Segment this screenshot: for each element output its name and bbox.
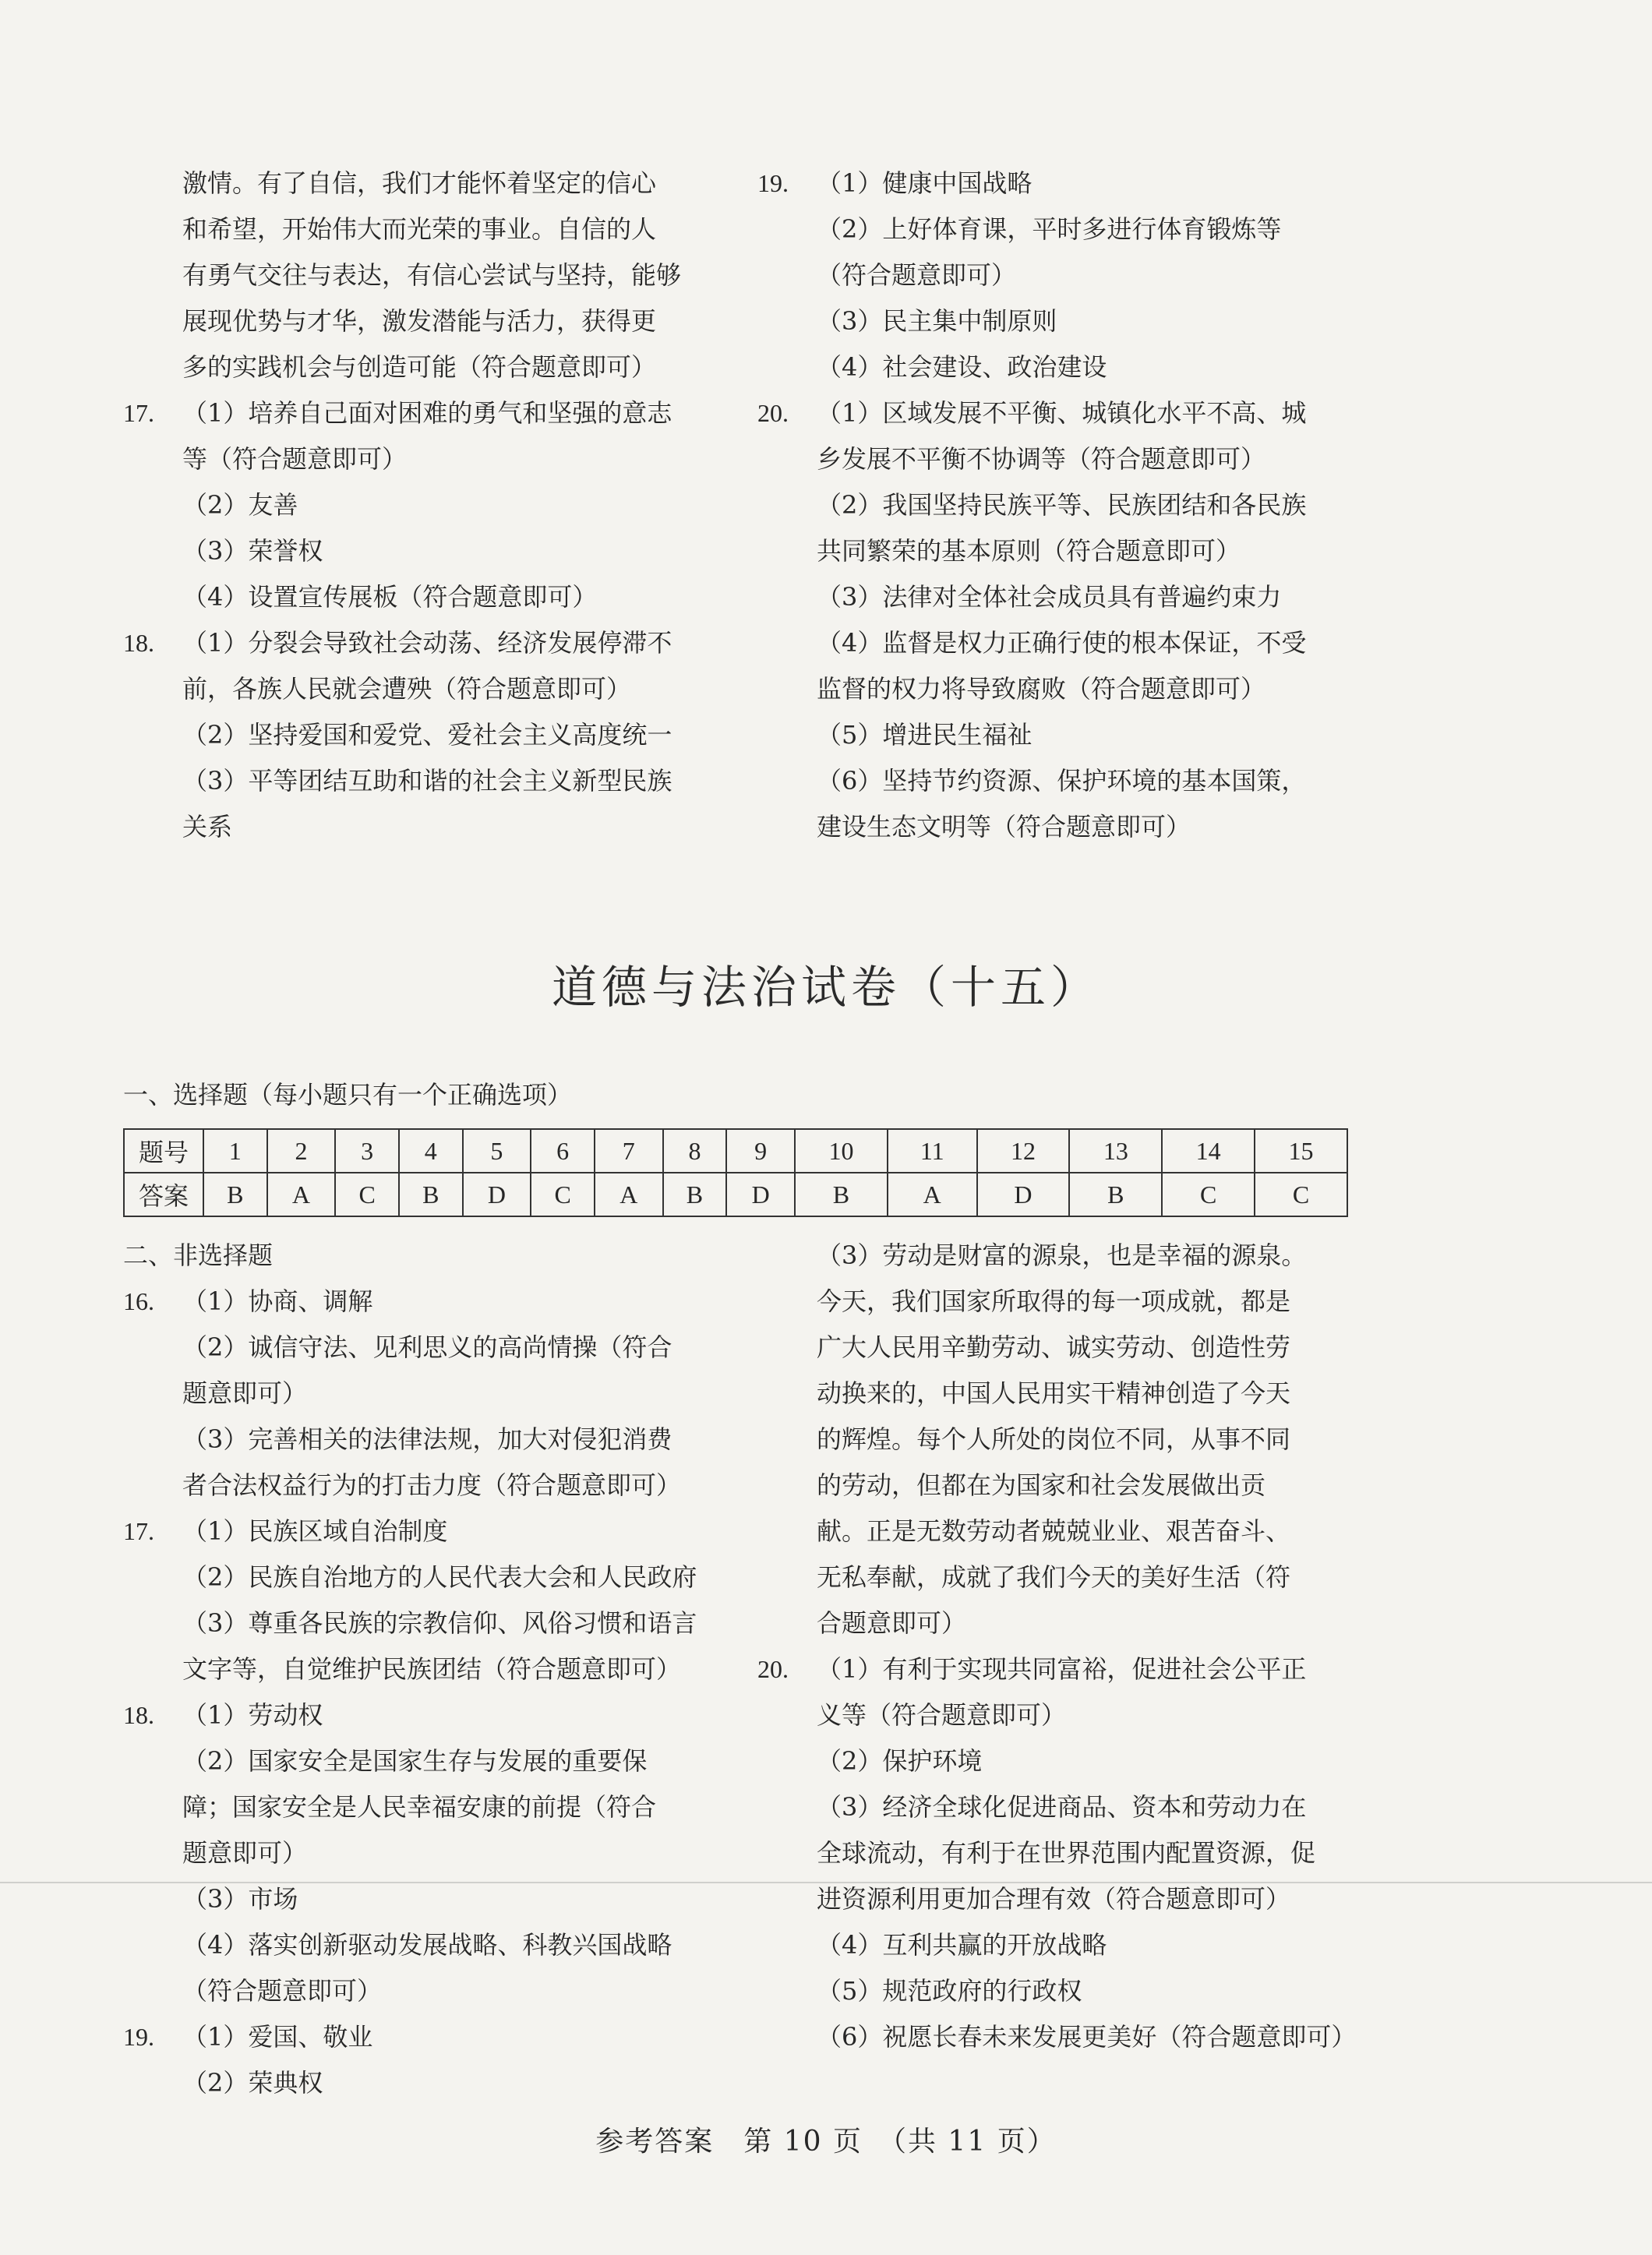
answer-text: 障；国家安全是人民幸福安康的前提（符合 xyxy=(182,1792,657,1822)
answer-line xyxy=(757,298,1365,344)
answer-line xyxy=(123,620,715,666)
answer-cell: B xyxy=(399,1173,463,1216)
answer-line xyxy=(123,1738,715,1784)
question-number-cell: 6 xyxy=(531,1129,595,1173)
answer-line xyxy=(123,1876,715,1922)
answer-line xyxy=(757,1417,1365,1463)
answer-cell: A xyxy=(888,1173,977,1216)
answer-line xyxy=(757,1876,1365,1922)
question-number-row xyxy=(124,1129,1347,1173)
answer-text: （1）分裂会导致社会动荡、经济发展停滞不 xyxy=(182,628,672,658)
answer-text: （2）保护环境 xyxy=(817,1746,983,1776)
answer-text: （6）坚持节约资源、保护环境的基本国策， xyxy=(817,766,1307,796)
answer-text: 展现优势与才华，激发潜能与活力，获得更 xyxy=(182,306,657,336)
answer-text: （2）诚信守法、见利思义的高尚情操（符合 xyxy=(182,1332,672,1362)
answer-text: （4）监督是权力正确行使的根本保证，不受 xyxy=(817,628,1307,658)
answer-text: 二、非选择题 xyxy=(123,1240,274,1270)
answer-line xyxy=(123,1646,715,1692)
answer-text: （1）爱国、敬业 xyxy=(182,2022,373,2052)
answer-line xyxy=(123,298,715,344)
answer-line xyxy=(757,1738,1365,1784)
answer-text: 有勇气交往与表达，有信心尝试与坚持，能够 xyxy=(182,260,682,290)
answer-text: （1）协商、调解 xyxy=(182,1286,373,1316)
answer-line xyxy=(757,528,1365,574)
answer-text: （2）坚持爱国和爱党、爱社会主义高度统一 xyxy=(182,720,672,750)
answer-line xyxy=(757,206,1365,252)
answer-line xyxy=(123,2060,715,2106)
answer-line xyxy=(757,1646,1365,1692)
answer-line xyxy=(757,1463,1365,1509)
answer-line xyxy=(757,1830,1365,1876)
answer-table xyxy=(123,1128,1348,1217)
answer-line xyxy=(123,436,715,482)
question-number-cell: 4 xyxy=(399,1129,463,1173)
answer-line xyxy=(757,344,1365,390)
answer-cell: D xyxy=(463,1173,531,1216)
answer-text: 建设生态文明等（符合题意即可） xyxy=(817,812,1191,842)
answer-text: 等（符合题意即可） xyxy=(182,444,408,474)
answer-text: （符合题意即可） xyxy=(182,1976,383,2006)
answer-line xyxy=(757,1555,1365,1600)
question-number-cell: 15 xyxy=(1255,1129,1347,1173)
answer-row xyxy=(124,1173,1347,1216)
answer-text: 共同繁荣的基本原则（符合题意即可） xyxy=(817,536,1241,566)
answer-text: 者合法权益行为的打击力度（符合题意即可） xyxy=(182,1470,682,1500)
answer-line xyxy=(123,252,715,298)
answer-text: （1）健康中国战略 xyxy=(817,168,1032,198)
answer-line xyxy=(123,1509,715,1555)
answer-cell: B xyxy=(663,1173,727,1216)
answer-text: 进资源利用更加合理有效（符合题意即可） xyxy=(817,1884,1291,1914)
multiple-choice-heading: 一、选择题（每小题只有一个正确选项） xyxy=(123,1080,573,1110)
answer-line xyxy=(123,574,715,620)
answer-text: （2）国家安全是国家生存与发展的重要保 xyxy=(182,1746,648,1776)
question-number-cell: 8 xyxy=(663,1129,727,1173)
answer-text: （2）友善 xyxy=(182,490,298,520)
answer-text: （3）市场 xyxy=(182,1884,298,1914)
answer-text: 合题意即可） xyxy=(817,1608,967,1638)
answer-cell: B xyxy=(1069,1173,1162,1216)
answer-line xyxy=(123,528,715,574)
answer-line xyxy=(757,1509,1365,1555)
answer-line xyxy=(123,1463,715,1509)
answer-text: （4）设置宣传展板（符合题意即可） xyxy=(182,582,598,612)
question-number-cell: 10 xyxy=(795,1129,888,1173)
answer-line xyxy=(123,1279,715,1325)
answer-line xyxy=(123,1325,715,1371)
answer-line xyxy=(123,1233,715,1279)
question-number-cell: 1 xyxy=(203,1129,267,1173)
question-number-cell: 14 xyxy=(1162,1129,1255,1173)
answer-line xyxy=(757,804,1365,850)
answer-text: （3）民主集中制原则 xyxy=(817,306,1057,336)
answer-line xyxy=(123,1830,715,1876)
answer-line xyxy=(757,1784,1365,1830)
answer-line xyxy=(757,758,1365,804)
answer-cell: C xyxy=(335,1173,399,1216)
question-number-cell: 9 xyxy=(726,1129,795,1173)
answer-cell: A xyxy=(267,1173,336,1216)
question-number: 19. xyxy=(123,2023,154,2051)
answer-text: （6）祝愿长春未来发展更美好（符合题意即可） xyxy=(817,2022,1357,2052)
answer-text: （2）荣典权 xyxy=(182,2068,323,2098)
answer-line xyxy=(757,252,1365,298)
answer-text: （2）我国坚持民族平等、民族团结和各民族 xyxy=(817,490,1307,520)
answer-line xyxy=(123,1600,715,1646)
question-number-cell: 2 xyxy=(267,1129,336,1173)
answer-text: （3）劳动是财富的源泉，也是幸福的源泉。 xyxy=(817,1240,1307,1270)
page-footer: 参考答案 第 10 页 （共 11 页） xyxy=(595,2126,1057,2158)
answer-text: （5）规范政府的行政权 xyxy=(817,1976,1082,2006)
answer-text: （3）完善相关的法律法规，加大对侵犯消费 xyxy=(182,1424,672,1454)
answer-text: 无私奉献，成就了我们今天的美好生活（符 xyxy=(817,1562,1291,1592)
answer-line xyxy=(123,1922,715,1968)
answer-line xyxy=(757,620,1365,666)
answer-text: 乡发展不平衡不协调等（符合题意即可） xyxy=(817,444,1266,474)
answer-text: （4）互利共赢的开放战略 xyxy=(817,1930,1107,1960)
answer-line xyxy=(123,758,715,804)
answer-line xyxy=(757,1325,1365,1371)
answer-line xyxy=(123,161,715,206)
question-number: 17. xyxy=(123,1517,154,1545)
answer-text: （1）培养自己面对困难的勇气和坚强的意志 xyxy=(182,398,672,428)
answer-line xyxy=(757,436,1365,482)
answer-line xyxy=(757,712,1365,758)
answer-cell: D xyxy=(977,1173,1070,1216)
answer-text: （4）落实创新驱动发展战略、科教兴国战略 xyxy=(182,1930,672,1960)
answer-line xyxy=(757,1968,1365,2014)
row-label-answer: 答案 xyxy=(124,1173,203,1216)
answer-line xyxy=(123,1692,715,1738)
question-number: 19. xyxy=(757,169,789,197)
section-title: 道德与法治试卷（十五） xyxy=(551,961,1100,1014)
answer-text: 和希望，开始伟大而光荣的事业。自信的人 xyxy=(182,214,657,244)
answer-line xyxy=(757,2014,1365,2060)
bottom-right-column xyxy=(757,1233,1365,2060)
bottom-left-column xyxy=(123,1233,715,2106)
answer-line xyxy=(757,1600,1365,1646)
question-number: 16. xyxy=(123,1287,154,1315)
answer-cell: B xyxy=(203,1173,267,1216)
answer-text: （1）劳动权 xyxy=(182,1700,323,1730)
answer-text: 题意即可） xyxy=(182,1378,308,1408)
answer-line xyxy=(123,344,715,390)
answer-text: （1）有利于实现共同富裕，促进社会公平正 xyxy=(817,1654,1307,1684)
answer-line xyxy=(757,1279,1365,1325)
answer-line xyxy=(757,1233,1365,1279)
answer-line xyxy=(123,1371,715,1417)
answer-text: （5）增进民生福祉 xyxy=(817,720,1032,750)
question-number-cell: 3 xyxy=(335,1129,399,1173)
answer-text: （3）法律对全体社会成员具有普遍约束力 xyxy=(817,582,1282,612)
answer-line xyxy=(123,1555,715,1600)
answer-text: （3）经济全球化促进商品、资本和劳动力在 xyxy=(817,1792,1307,1822)
answer-text: 全球流动，有利于在世界范围内配置资源，促 xyxy=(817,1838,1316,1868)
answer-text: 前，各族人民就会遭殃（符合题意即可） xyxy=(182,674,632,704)
answer-line xyxy=(757,1922,1365,1968)
answer-line xyxy=(123,390,715,436)
answer-text: （4）社会建设、政治建设 xyxy=(817,352,1107,382)
answer-cell: D xyxy=(726,1173,795,1216)
top-left-column xyxy=(123,161,715,850)
question-number: 18. xyxy=(123,1701,154,1729)
answer-cell: C xyxy=(1162,1173,1255,1216)
question-number: 20. xyxy=(757,399,789,427)
answer-line xyxy=(757,482,1365,528)
answer-line xyxy=(123,804,715,850)
answer-line xyxy=(757,1692,1365,1738)
answer-text: （3）荣誉权 xyxy=(182,536,323,566)
question-number-cell: 7 xyxy=(595,1129,663,1173)
answer-cell: A xyxy=(595,1173,663,1216)
answer-line xyxy=(123,482,715,528)
question-number: 17. xyxy=(123,399,154,427)
answer-text: 今天，我们国家所取得的每一项成就，都是 xyxy=(817,1286,1291,1316)
row-label-number: 题号 xyxy=(124,1129,203,1173)
top-right-column xyxy=(757,161,1365,850)
answer-line xyxy=(757,390,1365,436)
answer-text: （1）民族区域自治制度 xyxy=(182,1516,448,1546)
answer-text: 广大人民用辛勤劳动、诚实劳动、创造性劳 xyxy=(817,1332,1291,1362)
answer-text: （1）区域发展不平衡、城镇化水平不高、城 xyxy=(817,398,1307,428)
answer-line xyxy=(757,666,1365,712)
answer-cell: C xyxy=(531,1173,595,1216)
answer-text: 义等（符合题意即可） xyxy=(817,1700,1067,1730)
answer-line xyxy=(123,2014,715,2060)
answer-line xyxy=(123,1968,715,2014)
answer-text: 动换来的，中国人民用实干精神创造了今天 xyxy=(817,1378,1291,1408)
answer-text: 献。正是无数劳动者兢兢业业、艰苦奋斗、 xyxy=(817,1516,1291,1546)
answer-text: （3）尊重各民族的宗教信仰、风俗习惯和语言 xyxy=(182,1608,697,1638)
answer-text: （3）平等团结互助和谐的社会主义新型民族 xyxy=(182,766,672,796)
answer-text: 激情。有了自信，我们才能怀着坚定的信心 xyxy=(182,168,657,198)
answer-cell: C xyxy=(1255,1173,1347,1216)
answer-text: 多的实践机会与创造可能（符合题意即可） xyxy=(182,352,657,382)
question-number-cell: 5 xyxy=(463,1129,531,1173)
answer-text: 监督的权力将导致腐败（符合题意即可） xyxy=(817,674,1266,704)
answer-text: 的劳动，但都在为国家和社会发展做出贡 xyxy=(817,1470,1266,1500)
answer-text: （符合题意即可） xyxy=(817,260,1017,290)
answer-line xyxy=(123,1417,715,1463)
answer-text: （2）民族自治地方的人民代表大会和人民政府 xyxy=(182,1562,697,1592)
answer-line xyxy=(123,1784,715,1830)
answer-text: 的辉煌。每个人所处的岗位不同，从事不同 xyxy=(817,1424,1291,1454)
question-number-cell: 12 xyxy=(977,1129,1070,1173)
question-number: 20. xyxy=(757,1655,789,1683)
question-number: 18. xyxy=(123,629,154,657)
answer-line xyxy=(123,666,715,712)
question-number-cell: 11 xyxy=(888,1129,977,1173)
answer-text: 题意即可） xyxy=(182,1838,308,1868)
answer-line xyxy=(757,1371,1365,1417)
answer-text: （2）上好体育课，平时多进行体育锻炼等 xyxy=(817,214,1282,244)
question-number-cell: 13 xyxy=(1069,1129,1162,1173)
answer-text: 关系 xyxy=(182,812,233,842)
answer-line xyxy=(123,712,715,758)
answer-line xyxy=(123,206,715,252)
answer-text: 文字等，自觉维护民族团结（符合题意即可） xyxy=(182,1654,682,1684)
answer-line xyxy=(757,161,1365,206)
answer-line xyxy=(757,574,1365,620)
answer-cell: B xyxy=(795,1173,888,1216)
